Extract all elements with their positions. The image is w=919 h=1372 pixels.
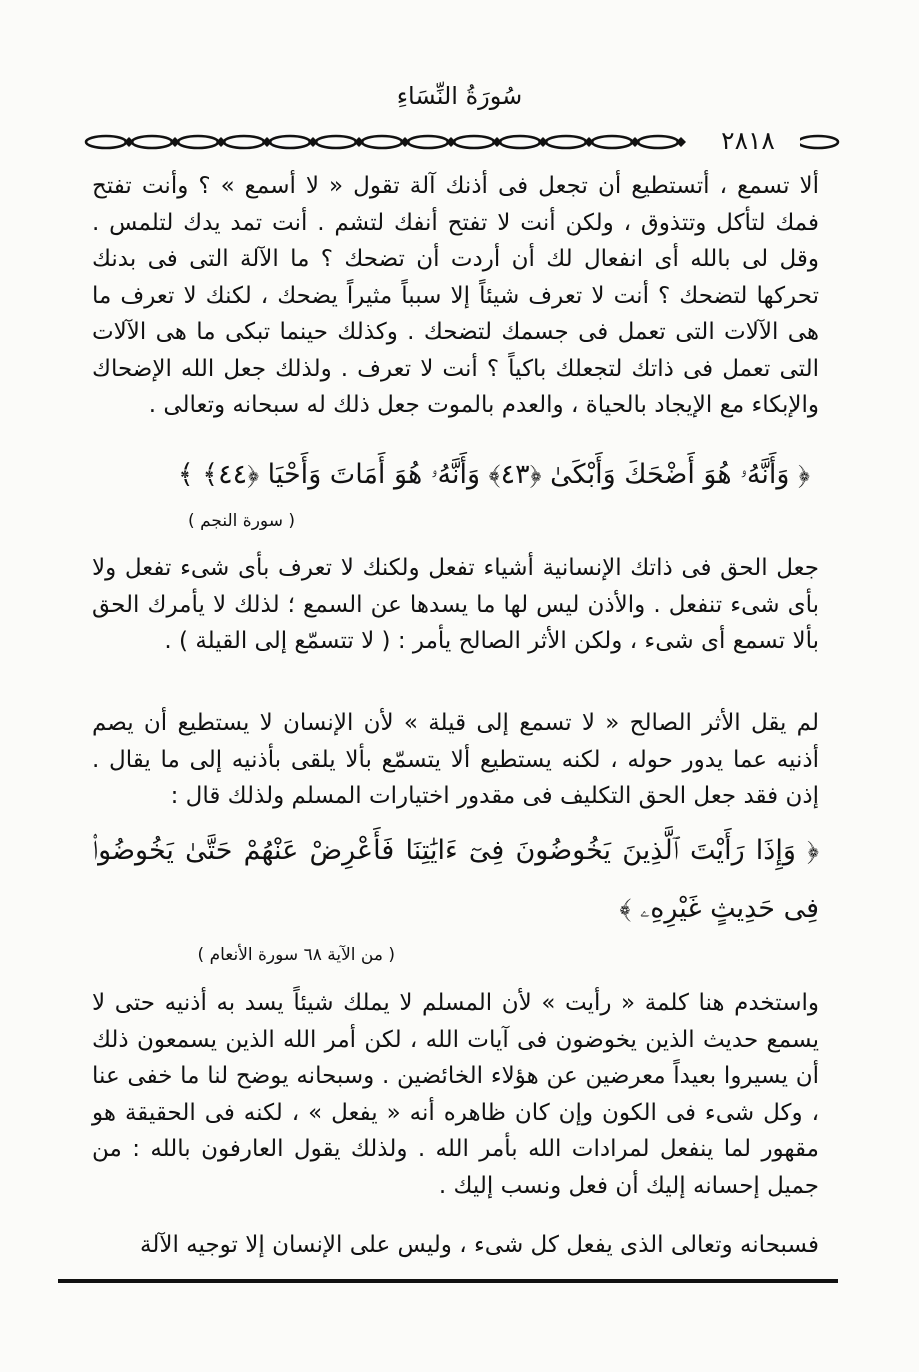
- paragraph-2: جعل الحق فى ذاتك الإنسانية أشياء تفعل ولكنك لا تعرف بأى شىء تفعل ولا بأى شىء تنفعل . والأذن ليس لها ما يسدها عن السمع ؛ لذلك لا يأمرك الحق بألا تسمع أى شىء ، ولكن الأثر الصالح يأمر : ( لا تتسمّع إلى القيلة ) .: [92, 555, 819, 654]
- page-number: ٢٨١٨: [696, 127, 800, 155]
- verse-najm: ﴿ وَأَنَّهُۥ هُوَ أَضْحَكَ وَأَبْكَىٰ ﴿٤٣﴾ وَأَنَّهُۥ هُوَ أَمَاتَ وَأَحْيَا ﴿٤٤﴾ ﴾: [177, 459, 810, 490]
- footer-rule: [58, 1279, 838, 1283]
- paragraph-4: واستخدم هنا كلمة « رأيت » لأن المسلم لا يملك شيئاً يسد به أذنيه حتى لا يسمع حديث الذين يخوضون فى آيات الله ، لكن أمر الله الذين يسمعون ذلك أن يسيروا بعيداً معرضين عن هؤلاء الخائضين . وسبحانه يوضح لنا ما خفى عنا ، وكل شىء فى الكون وإن كان ظاهره أنه « يفعل » ، لكنه فى الحقيقة هو مقهور لما ينفعل لمرادات الله بأمر الله . ولذلك يقول العارفون بالله : من جميل إحسانه إليك أن فعل ونسب إليك .: [92, 990, 819, 1199]
- paragraph-1: ألا تسمع ، أتستطيع أن تجعل فى أذنك آلة تقول « لا أسمع » ؟ وأنت تفتح فمك لتأكل وتتذوق ، ولكن أنت لا تفتح أنفك لتشم . أنت تمد يدك لتلمس . وقل لى بالله أى انفعال لك أن أردت أن تضحك ؟ ما الآلة التى فى بدنك تحركها لتضحك ؟ أنت لا تعرف شيئاً إلا سبباً مثيراً يضحك ، لكنك لا تعرف ما هى الآلات التى تعمل فى جسمك لتضحك . وكذلك حينما تبكى ما هى الآلات التى تعمل فى ذاتك لتجعلك باكياً ؟ أنت لا تعرف . ولذلك جعل الله الإضحاك والإبكاء مع الإيجاد بالحياة ، والعدم بالموت جعل ذلك له سبحانه وتعالى .: [92, 173, 819, 418]
- verse-anam: ﴿ وَإِذَا رَأَيْتَ ٱلَّذِينَ يَخُوضُونَ فِىٓ ءَايَٰتِنَا فَأَعْرِضْ عَنْهُمْ حَتَّىٰ يَخُوضُوا۟ فِى حَدِيثٍ غَيْرِهِۦ ﴾: [92, 835, 819, 924]
- paragraph-5: فسبحانه وتعالى الذى يفعل كل شىء ، وليس على الإنسان إلا توجيه الآلة: [140, 1232, 819, 1258]
- paragraph-3: لم يقل الأثر الصالح « لا تسمع إلى قيلة » لأن الإنسان لا يستطيع أن يصم أذنيه عما يدور حوله ، لكنه يستطيع ألا يتسمّع بألا يلقى بأذنيه إلى ما يقال . إذن فقد جعل الحق التكليف فى مقدور اختيارات المسلم ولذلك قال :: [92, 710, 819, 809]
- surah-title: سُورَةُ النِّسَاءِ: [396, 82, 523, 110]
- verse-anam-reference: ( من الآية ٦٨ سورة الأنعام ): [197, 945, 395, 965]
- verse-najm-reference: ( سورة النجم ): [188, 511, 295, 531]
